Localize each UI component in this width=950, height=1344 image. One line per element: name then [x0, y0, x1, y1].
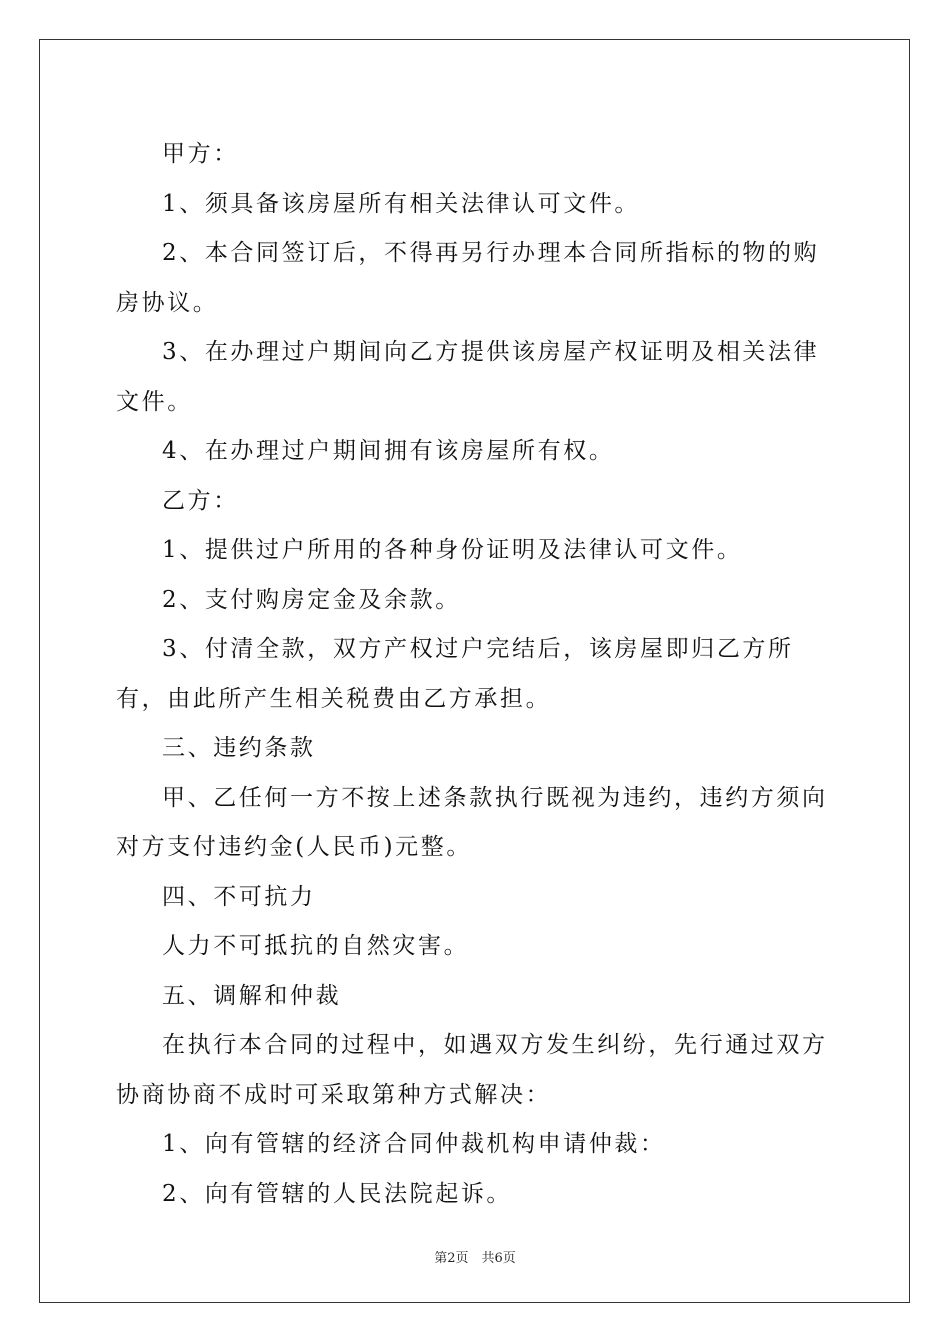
party-b-clause-3: 3、付清全款，双方产权过户完结后，该房屋即归乙方所有，由此所产生相关税费由乙方承担。 — [116, 636, 794, 712]
party-a-clause-4: 4、在办理过户期间拥有该房屋所有权。 — [162, 438, 615, 464]
party-a-clause-3: 3、在办理过户期间向乙方提供该房屋产权证明及相关法律文件。 — [116, 339, 820, 415]
section-force-majeure-text: 人力不可抵抗的自然灾害。 — [162, 933, 470, 959]
section-force-majeure-heading: 四、不可抗力 — [162, 883, 316, 910]
party-a-heading: 甲方： — [162, 141, 239, 167]
party-a-clause-2: 2、本合同签订后，不得再另行办理本合同所指标的物的购房协议。 — [116, 240, 820, 316]
section-breach-heading: 三、违约条款 — [162, 735, 316, 761]
party-b-heading: 乙方： — [162, 487, 239, 514]
page-number: 第2页 共6页 — [434, 1251, 516, 1266]
arbitration-option-1: 1、向有管辖的经济合同仲裁机构申请仲裁： — [162, 1131, 666, 1157]
party-a-clause-1: 1、须具备该房屋所有相关法律认可文件。 — [162, 190, 641, 217]
section-breach-text: 甲、乙任何一方不按上述条款执行既视为违约，违约方须向对方支付违约金(人民币)元整。 — [116, 784, 828, 860]
document-body — [116, 130, 836, 1219]
party-b-clause-1: 1、提供过户所用的各种身份证明及法律认可文件。 — [162, 537, 743, 563]
arbitration-option-2: 2、向有管辖的人民法院起诉。 — [162, 1180, 513, 1207]
party-b-clause-2: 2、支付购房定金及余款。 — [162, 586, 461, 613]
section-arbitration-text: 在执行本合同的过程中，如遇双方发生纠纷，先行通过双方协商协商不成时可采取第种方式解决： — [116, 1032, 828, 1108]
section-arbitration-heading: 五、调解和仲裁 — [162, 982, 342, 1009]
